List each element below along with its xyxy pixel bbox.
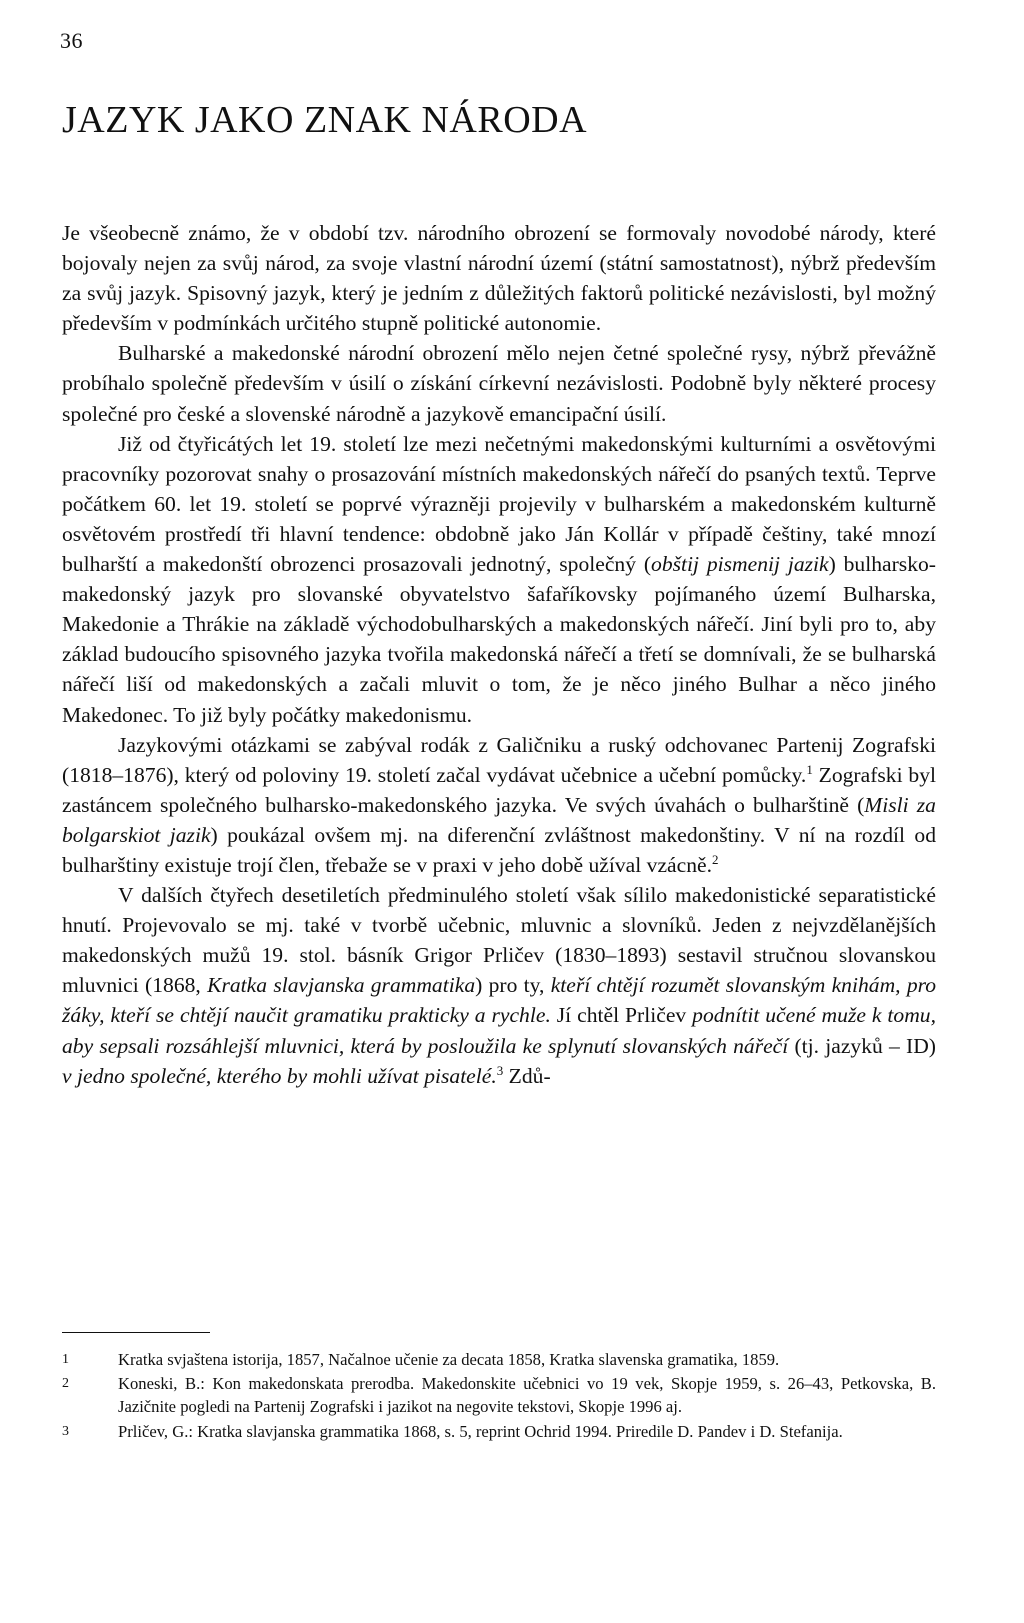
footnote-number: 1: [62, 1352, 69, 1367]
footnote-reference[interactable]: 1: [806, 761, 813, 777]
footnote-text: Koneski, B.: Kon makedonskata prerodba. Makedonskite učebnici vo 19 vek, Skopje 1959, s. 26–43, Petkovska, B. Jazičnite pogledi na Partenij Zografski i jazikot na negovite tekstovi, Skopje 1996 aj.: [118, 1374, 936, 1417]
body-text: [62, 218, 936, 1091]
chapter-title: JAZYK JAKO ZNAK NÁRODA: [62, 99, 588, 141]
paragraph: [62, 338, 936, 428]
italic-text: Kratka slavjanska grammatika: [207, 973, 476, 998]
paragraph: [62, 429, 936, 730]
footnote-number: 3: [62, 1423, 69, 1439]
page-number: 36: [60, 28, 83, 53]
paragraph: [62, 730, 936, 880]
text-run: V dalších čtyřech desetiletích předminulého století však sílilo makedonistické separatistické hnutí. Projevovalo se mj. také v tvorbě učebnic, mluvnic a slovníků. Jeden z nejvzdělanějších makedonských mužů 19. stol. básník Grigor Prličev (1830–1893) sestavil stručnou slovanskou mluvnici (1868,: [62, 883, 936, 998]
text-run: Jí chtěl Prličev: [550, 1003, 693, 1028]
text-run: (tj. jazyků – ID): [788, 1033, 936, 1058]
text-run: ) pro ty,: [475, 973, 551, 998]
footnote-rule: [62, 1332, 210, 1333]
italic-text: obštij pismenij jazik: [651, 552, 829, 577]
text-run: Již od čtyřicátých let 19. století lze mezi nečetnými makedonskými kulturními a osvětovými pracovníky pozorovat snahy o prosazování místních makedonských nářečí do psaných textů. Teprve počátkem 60. let 19. století se poprvé výrazněji projevily v bulharském a makedonském kulturně osvětovém prostředí tři hlavní tendence: obdobně jako Ján Kollár v případě češtiny, také mnozí bulharští a makedonští obrozenci prosazovali jednotný, společný (: [62, 431, 936, 577]
italic-text: kteří chtějí rozumět slovanským knihám, pro žáky, kteří se chtějí naučit gramatiku prakticky a rychle.: [62, 973, 937, 1028]
text-run: Zografski byl zastáncem společného bulharsko-makedonského jazyka. Ve svých úvahách o bulharštině (: [62, 762, 936, 817]
text-run: Zdů-: [503, 1063, 551, 1088]
italic-text: Misli za bolgarskiot jazik: [62, 792, 936, 847]
footnote-reference[interactable]: 3: [496, 1062, 504, 1078]
footnote: [62, 1372, 936, 1418]
text-run: Je všeobecně známo, že v období tzv. národního obrození se formovaly novodobé národy, které bojovaly nejen za svůj národ, za svoje vlastní národní území (státní samostatnost), nýbrž především za svůj jazyk. Spisovný jazyk, který je jedním z důležitých faktorů politické nezávislosti, byl možný především v podmínkách určitého stupně politické autonomie.: [62, 221, 936, 336]
paragraph: [62, 880, 936, 1091]
footnotes: [62, 1348, 936, 1444]
text-run: ) bulharsko-makedonský jazyk pro slovanské obyvatelstvo šafaříkovsky pojímaného území Bulharska, Makedonie a Thrákie na základě východobulharských a makedonských nářečí. Jiní byli pro to, aby základ budoucího spisovného jazyka tvořila makedonská nářečí a třetí se domnívali, že se bulharská nářečí liší od makedonských a začali mluvit o tom, že je něco jiného Bulhar a něco jiného Makedonec. To již byly počátky makedonismu.: [62, 552, 936, 727]
paragraph: [62, 218, 936, 338]
text-run: Jazykovými otázkami se zabýval rodák z Galičniku a ruský odchovanec Partenij Zografski (1818–1876), který od poloviny 19. století začal vydávat učebnice a učební pomůcky.: [62, 732, 936, 787]
footnote-text: Kratka svjaštena istorija, 1857, Načalnoe učenie za decata 1858, Kratka slavenska gramatika, 1859.: [118, 1350, 780, 1369]
footnote: [62, 1348, 936, 1371]
footnote-number: 2: [62, 1376, 69, 1392]
italic-text: v jedno společné, kterého by mohli užívat pisatelé.: [62, 1063, 497, 1088]
text-run: Bulharské a makedonské národní obrození mělo nejen četné společné rysy, nýbrž převážně probíhalo společně především v úsilí o získání církevní nezávislosti. Podobně byly některé procesy společné pro české a slovenské národně a jazykově emancipační úsilí.: [62, 341, 936, 426]
footnote-text: Prličev, G.: Kratka slavjanska grammatika 1868, s. 5, reprint Ochrid 1994. Priredile D. Pandev i D. Stefanija.: [118, 1421, 843, 1441]
footnote-reference[interactable]: 2: [711, 851, 719, 867]
footnote: [62, 1420, 936, 1443]
text-run: ) poukázal ovšem mj. na diferenční zvláštnost makedonštiny. V ní na rozdíl od bulharštiny existuje trojí člen, třebaže se v praxi v jeho době užíval vzácně.: [62, 822, 936, 877]
italic-text: podnítit učené muže k tomu, aby sepsali rozsáhlejší mluvnici, která by posloužila ke splynutí slovanských nářečí: [62, 1003, 936, 1058]
